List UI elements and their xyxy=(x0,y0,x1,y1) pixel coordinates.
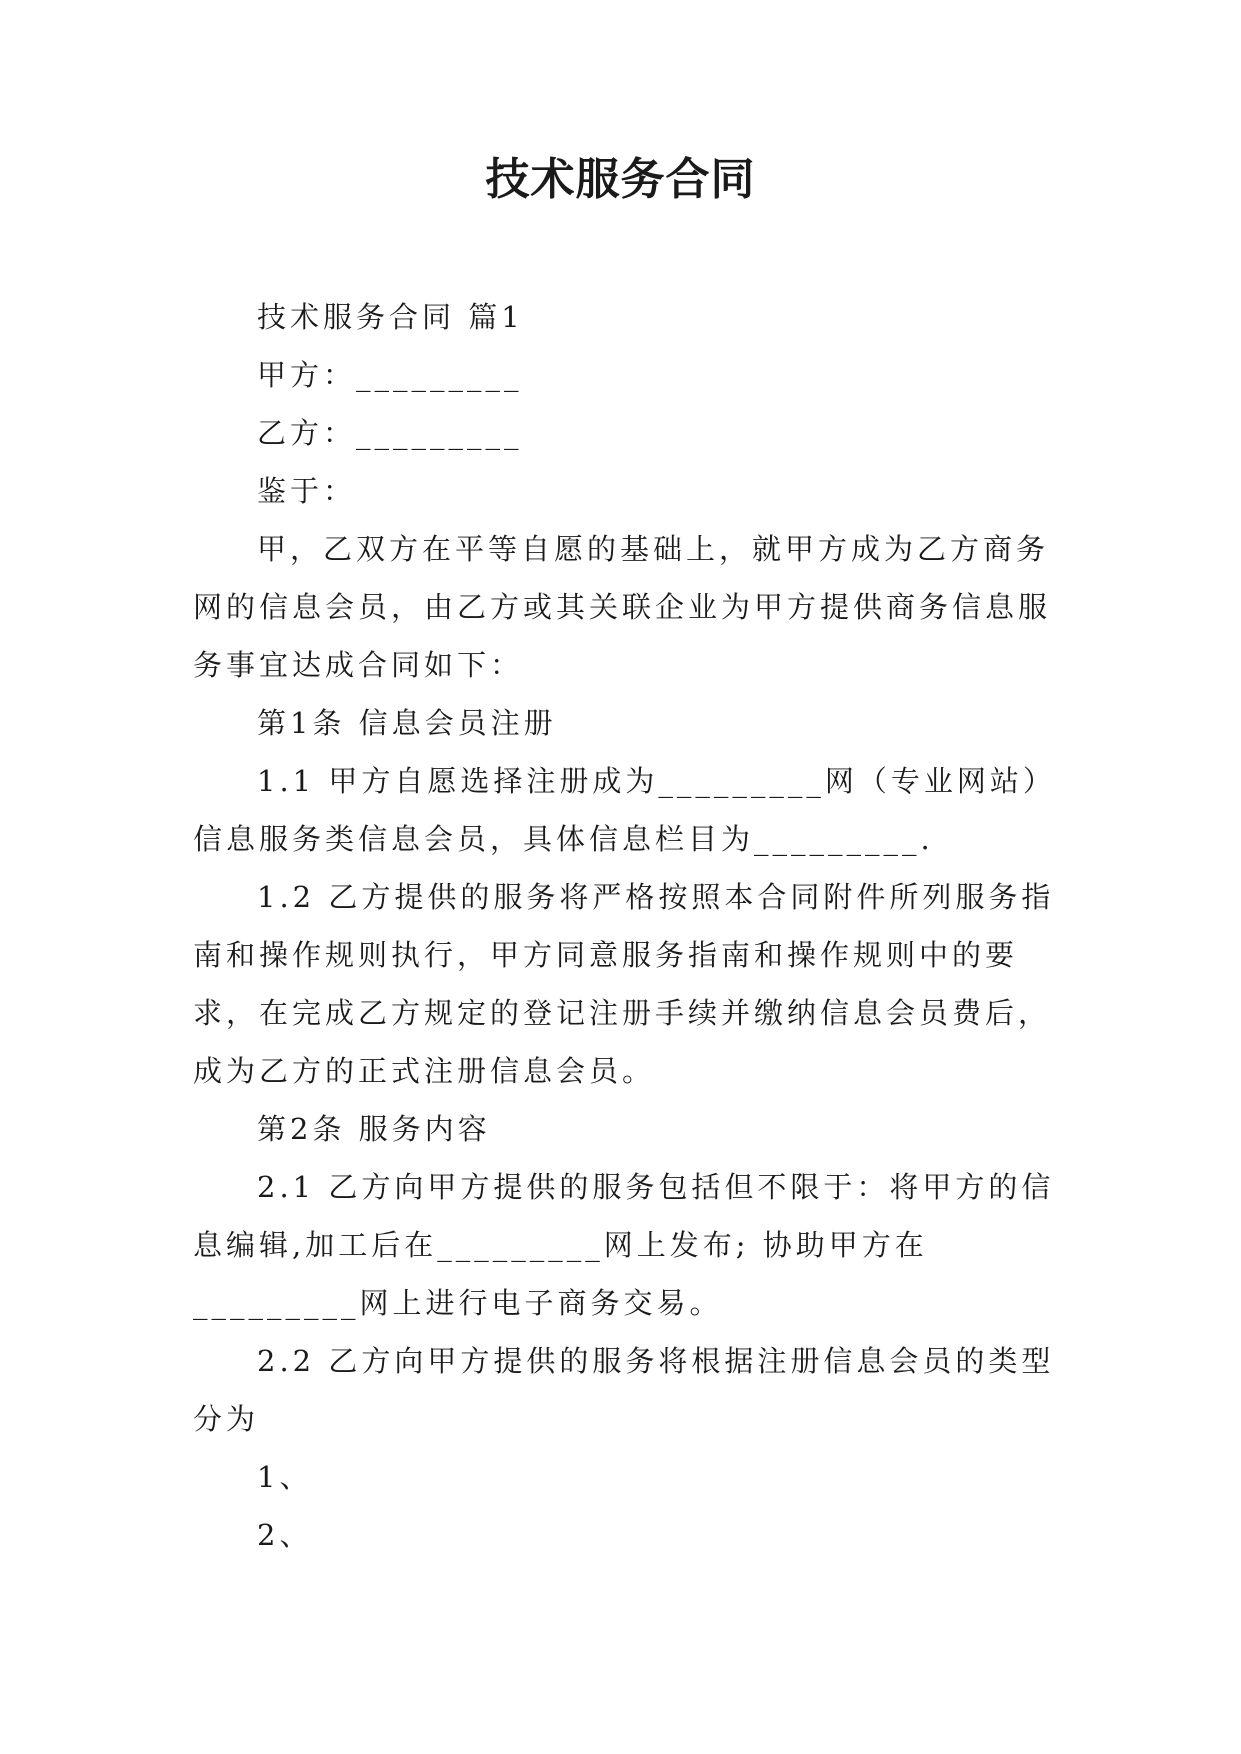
clause-1-1: 1.1 甲方自愿选择注册成为_________网（专业网站）信息服务类信息会员，具体信息栏目为_________. xyxy=(193,764,1056,856)
section-heading: 技术服务合同 篇1 xyxy=(257,300,524,334)
clause-2-1: 2.1 乙方向甲方提供的服务包括但不限于：将甲方的信息编辑,加工后在_________网上发布; 协助甲方在_________网上进行电子商务交易。 xyxy=(193,1170,1055,1320)
party-a-line: 甲方：_________ xyxy=(257,358,523,392)
clause-1-2: 1.2 乙方提供的服务将严格按照本合同附件所列服务指南和操作规则执行，甲方同意服务指南和操作规则中的要求，在完成乙方规定的登记注册手续并缴纳信息会员费后，成为乙方的正式注册信息会员。 xyxy=(193,880,1055,1088)
preamble-paragraph: 甲，乙双方在平等自愿的基础上，就甲方成为乙方商务网的信息会员，由乙方或其关联企业为甲方提供商务信息服务事宜达成合同如下： xyxy=(193,532,1052,682)
list-item-2: 2、 xyxy=(257,1518,313,1552)
article-1-heading: 第1条 信息会员注册 xyxy=(257,706,557,740)
article-2-heading: 第2条 服务内容 xyxy=(257,1112,491,1146)
whereas-line: 鉴于： xyxy=(257,474,357,508)
document-body xyxy=(193,288,1065,1564)
clause-2-2: 2.2 乙方向甲方提供的服务将根据注册信息会员的类型分为 xyxy=(193,1344,1055,1436)
document-title: 技术服务合同 xyxy=(485,154,756,205)
list-item-1: 1、 xyxy=(257,1460,313,1494)
party-b-line: 乙方：_________ xyxy=(257,416,523,450)
